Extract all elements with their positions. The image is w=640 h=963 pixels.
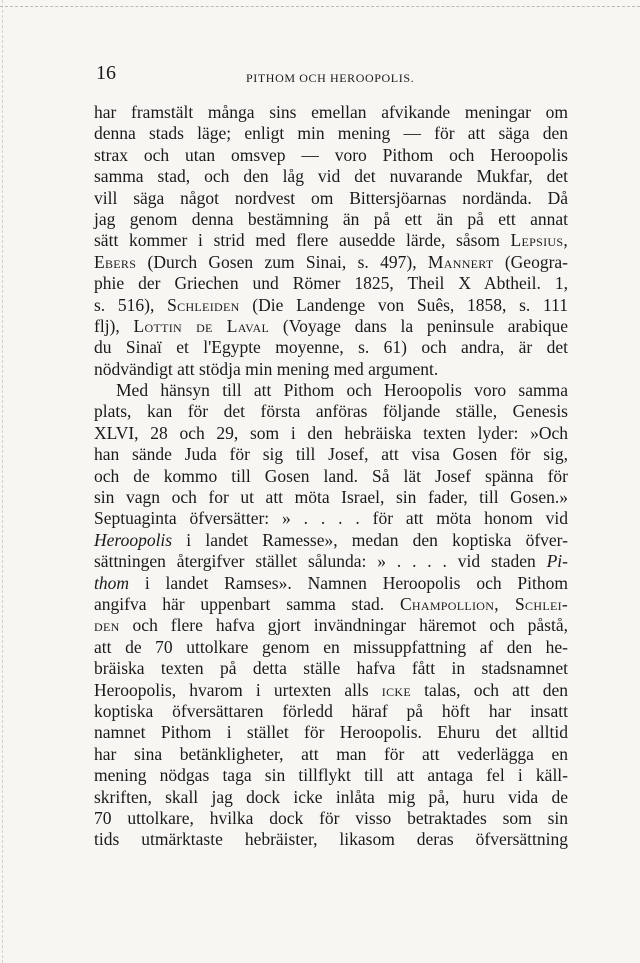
text-line: har framstält många sins emellan afvikande meningar om bbox=[94, 102, 568, 122]
text-line: thom i landet Ramses». Namnen Heroopolis och Pithom bbox=[94, 572, 568, 593]
text-line: han sände Juda för sig till Josef, att visa Gosen för sig, bbox=[94, 444, 568, 465]
text-line: Heroopolis, hvarom i urtexten alls icke talas, och att den bbox=[94, 679, 568, 700]
text-line: nödvändigt att stödja min mening med argument. bbox=[94, 358, 439, 379]
italic-term: thom bbox=[94, 572, 129, 593]
spaced-word: icke bbox=[381, 679, 411, 700]
italic-term: Heroopolis bbox=[94, 529, 173, 550]
text-line: mening nödgas taga sin tillflykt till att antaga fel i käll- bbox=[94, 765, 568, 786]
text-line: denna stads läge; enligt min mening — för att säga den bbox=[94, 123, 568, 144]
italic-term: Pi- bbox=[546, 551, 568, 572]
text-line: tids utmärktaste hebräister, likasom deras öfversättning bbox=[94, 829, 568, 850]
text-line: XLVI, 28 och 29, som i den hebräiska texten lyder: »Och bbox=[94, 422, 568, 443]
text-line: Heroopolis i landet Ramesse», medan den koptiska öfver- bbox=[94, 529, 568, 550]
text-line: angifva här uppenbart samma stad. Champollion, Schlei- bbox=[94, 593, 569, 614]
running-title: PITHOM OCH HEROOPOLIS. bbox=[246, 71, 415, 85]
text-line: 70 uttolkare, hvilka dock för visso betraktades som sin bbox=[94, 807, 568, 828]
text-line: vill säga något nordvest om Bittersjöarnas nordända. Då bbox=[94, 187, 568, 208]
paragraph-1 bbox=[94, 102, 568, 380]
page-header bbox=[96, 62, 566, 90]
author-name: Lepsius, bbox=[510, 230, 568, 251]
paragraph-2 bbox=[94, 380, 568, 851]
text-line: att de 70 uttolkare genom en missuppfattning af den he- bbox=[94, 636, 568, 657]
author-name: Ebers bbox=[94, 251, 137, 272]
text-line: den och flere hafva gjort invändningar häremot och påstå, bbox=[94, 615, 568, 636]
text-line: namnet Pithom i stället för Heroopolis. Ehuru det alltid bbox=[94, 722, 568, 743]
text-line: jag genom denna bestämning än på ett än på ett annat bbox=[94, 208, 568, 229]
text-line: bräiska texten på detta ställe hafva fått in stadsnamnet bbox=[94, 658, 568, 679]
author-name: Lottin de Laval bbox=[133, 315, 270, 336]
text-line: du Sinaï et l'Egypte moyenne, s. 61) och andra, är det bbox=[94, 337, 568, 358]
page-edge-top bbox=[0, 6, 640, 7]
text-line: koptiska öfversättaren förledd häraf på höft har insatt bbox=[94, 700, 568, 721]
page-number: 16 bbox=[96, 62, 116, 84]
text-line: Septuaginta öfversätter: » . . . . för att möta honom vid bbox=[94, 508, 568, 529]
text-line: s. 516), Schleiden (Die Landenge von Suês, 1858, s. 111 bbox=[94, 294, 568, 315]
page-edge-left bbox=[2, 0, 3, 963]
text-line: sättningen återgifver stället sålunda: » . . . . vid staden Pi- bbox=[94, 551, 568, 572]
text-line: strax och utan omsvep — voro Pithom och Heroopolis bbox=[94, 144, 568, 165]
text-line: Med hänsyn till att Pithom och Heroopolis voro samma bbox=[116, 380, 568, 401]
text-line: samma stad, och den låg vid det nuvarande Mukfar, det bbox=[94, 166, 568, 187]
text-line: flj), Lottin de Laval (Voyage dans la peninsule arabique bbox=[94, 315, 569, 336]
text-line: skriften, skall jag dock icke inlåta mig på, huru vida de bbox=[94, 786, 568, 807]
author-name: Schleiden bbox=[167, 294, 240, 315]
author-name: Champollion, Schlei- bbox=[399, 593, 569, 614]
text-line: sätt kommer i strid med flere ausedde lärde, såsom Lepsius, bbox=[94, 230, 568, 251]
text-line: sin vagn och for ut att möta Israel, sin fader, till Gosen.» bbox=[94, 487, 568, 508]
body-text bbox=[94, 102, 568, 851]
author-name: Mannert bbox=[427, 251, 494, 272]
text-line: Ebers (Durch Gosen zum Sinai, s. 497), Mannert (Geogra- bbox=[94, 251, 568, 272]
author-name: den bbox=[94, 615, 120, 636]
text-line: plats, kan för det första anföras följande ställe, Genesis bbox=[94, 401, 568, 422]
text-line: phie der Griechen und Römer 1825, Theil X Abtheil. 1, bbox=[94, 273, 568, 294]
text-line: och de kommo till Gosen land. Så lät Josef spänna för bbox=[94, 465, 568, 486]
text-line: har sina betänkligheter, att man för att vederlägga en bbox=[94, 743, 568, 764]
